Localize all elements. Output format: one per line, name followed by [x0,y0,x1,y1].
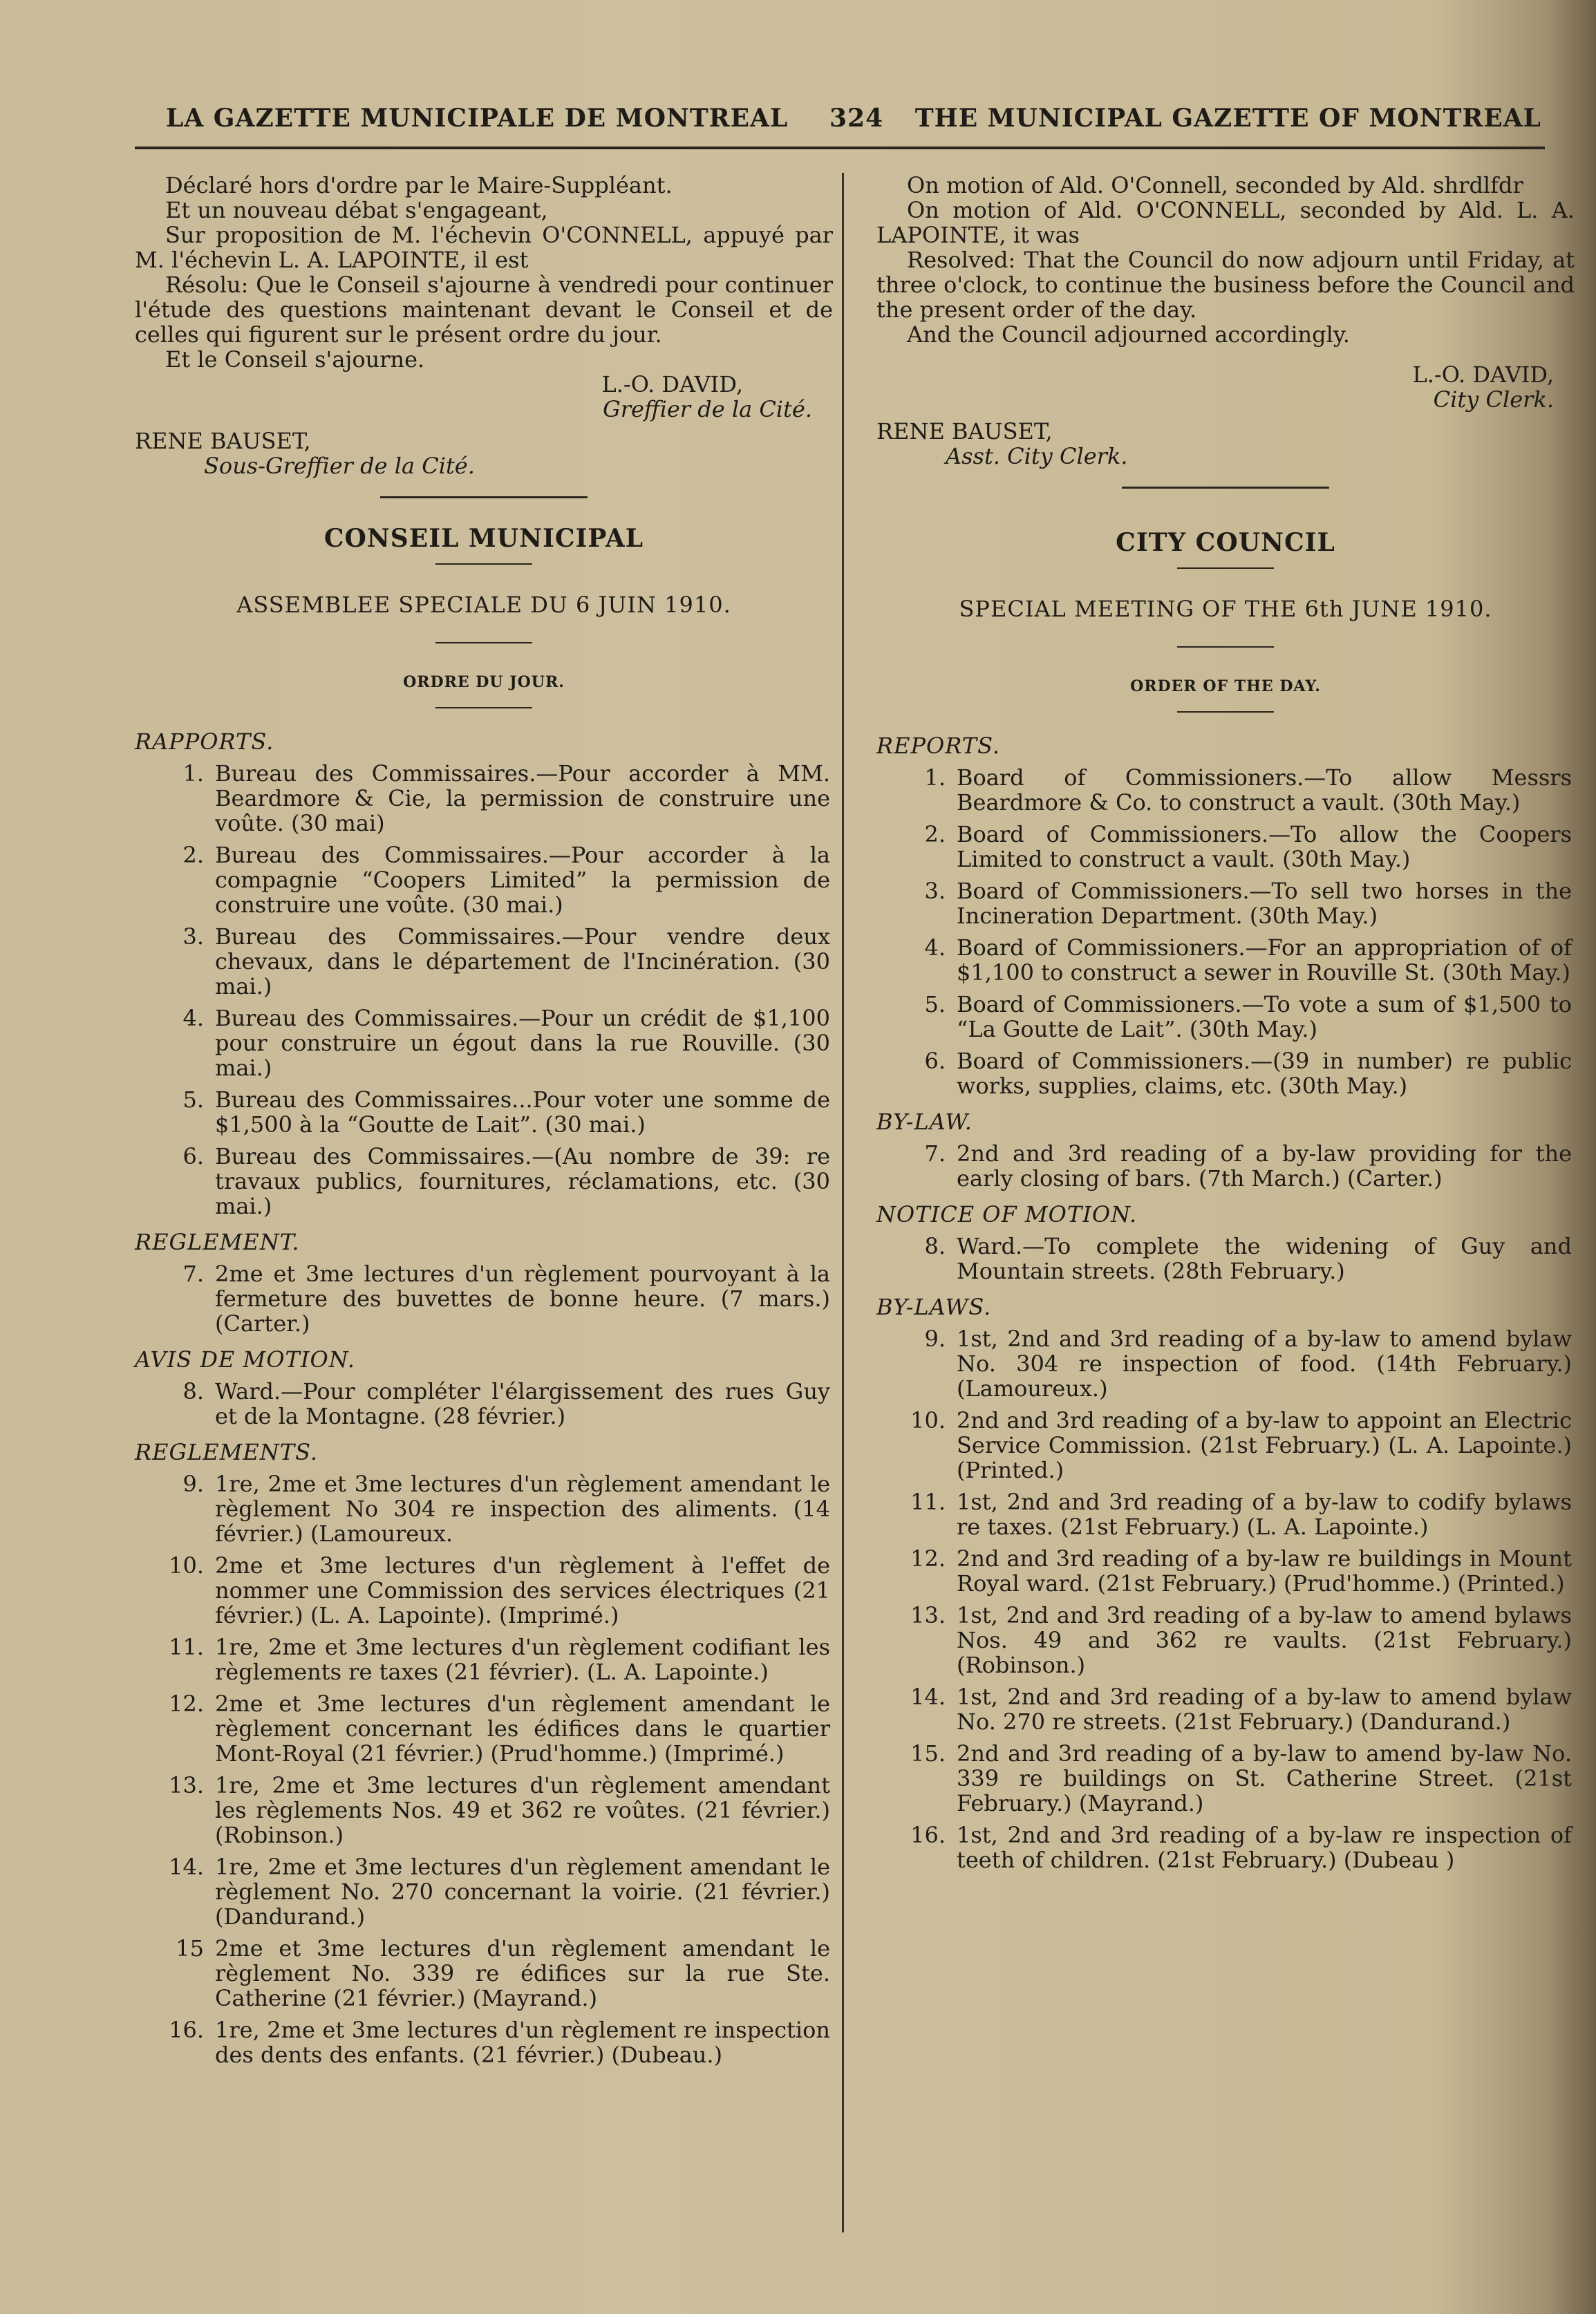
meeting-heading: ASSEMBLEE SPECIALE DU 6 JUIN 1910. [236,592,731,618]
intro-paragraph: Déclaré hors d'ordre par le Maire-Suppléant. [165,172,673,198]
item-number: 7. [924,1140,946,1167]
agenda-item [135,1379,833,1429]
meeting-rule [435,642,532,643]
item-number: 3. [182,923,204,950]
item-number: 9. [924,1326,946,1352]
section-divider [1122,487,1329,489]
meeting-rule [1177,646,1274,648]
item-number: 5. [924,991,946,1017]
agenda-item [135,2017,833,2067]
category-heading: AVIS DE MOTION. [135,1346,355,1373]
category-heading: BY-LAWS. [876,1294,992,1320]
item-text: 2nd and 3rd reading of a by-law providing for the early closing of bars. (7th March.) (Carter.) [957,1140,1572,1192]
item-text: Board of Commissioners.—To allow the Coopers Limited to construct a vault. (30th May.) [957,821,1572,872]
intro-paragraph: Et le Conseil s'ajourne. [165,346,425,373]
intro-paragraph: Resolved: That the Council do now adjourn until Friday, at three o'clock, to continue the business before the Council and the present order of the day. [876,247,1575,323]
item-text: 1re, 2me et 3me lectures d'un règlement amendant le règlement No 304 re inspection des aliments. (14 février.) (Lamoureux. [215,1471,830,1547]
agenda-item [876,1603,1575,1677]
item-text: Board of Commissioners.—To allow Messrs Beardmore & Co. to construct a vault. (30th May.) [957,764,1572,816]
agenda-item [876,822,1575,872]
item-number: 5. [182,1087,204,1113]
category-heading: REGLEMENTS. [135,1439,319,1465]
item-text: Ward.—Pour compléter l'élargissement des rues Guy et de la Montagne. (28 février.) [215,1378,830,1429]
category-heading: REPORTS. [876,733,1001,759]
item-number: 16. [910,1822,946,1848]
item-text: Board of Commissioners.—(39 in number) re public works, supplies, claims, etc. (30th May.) [957,1048,1572,1099]
section-divider [380,496,588,498]
item-number: 2. [182,842,204,868]
agenda-item [135,924,833,999]
intro-paragraph: Sur proposition de M. l'échevin O'CONNELL, appuyé par M. l'échevin L. A. LAPOINTE, il est [135,222,833,273]
assistant-clerk-title: Asst. City Clerk. [946,443,1128,469]
item-text: 1st, 2nd and 3rd reading of a by-law to codify bylaws re taxes. (21st February.) (L. A. Lapointe.) [957,1489,1572,1540]
assistant-clerk-name: RENE BAUSET, [135,428,311,454]
item-number: 10. [169,1552,204,1579]
item-text: 1st, 2nd and 3rd reading of a by-law re inspection of teeth of children. (21st February.) (Dubeau ) [957,1822,1572,1873]
item-number: 15 [176,1935,204,1962]
order-rule [1177,711,1274,713]
agenda-item [876,1141,1575,1191]
page-header [166,104,1541,145]
agenda-item [876,1234,1575,1283]
agenda-item [135,1006,833,1080]
item-text: 2me et 3me lectures d'un règlement pourvoyant à la fermeture des buvettes de bonne heure. (7 mars.) (Carter.) [215,1261,830,1337]
agenda-item [876,1684,1575,1734]
item-text: Bureau des Commissaires.—(Au nombre de 39: re travaux publics, fournitures, réclamations, etc. (30 mai.) [215,1143,830,1219]
item-text: 1st, 2nd and 3rd reading of a by-law to amend bylaws Nos. 49 and 362 re vaults. (21st February.) (Robinson.) [957,1602,1572,1678]
header-french-title: LA GAZETTE MUNICIPALE DE MONTREAL [166,104,789,133]
item-number: 11. [169,1634,204,1660]
intro-paragraph: On motion of Ald. O'CONNELL, seconded by Ald. L. A. LAPOINTE, it was [876,197,1575,248]
column-divider [842,173,844,2232]
item-text: Board of Commissioners.—To vote a sum of $1,500 to “La Goutte de Lait”. (30th May.) [957,991,1572,1042]
agenda-item [135,843,833,917]
item-text: Bureau des Commissaires.—Pour accorder à la compagnie “Coopers Limited” la permission de construire une voûte. (30 mai.) [215,842,830,918]
item-text: 1re, 2me et 3me lectures d'un règlement re inspection des dents des enfants. (21 février.) (Dubeau.) [215,2017,830,2068]
item-number: 13. [910,1602,946,1628]
order-heading: ORDER OF THE DAY. [1130,677,1321,695]
agenda-item [876,1546,1575,1596]
item-number: 7. [182,1261,204,1287]
item-number: 10. [910,1407,946,1433]
header-rule [135,147,1545,149]
item-number: 11. [910,1489,946,1515]
intro-paragraph: And the Council adjourned accordingly. [907,321,1350,348]
section-title: CONSEIL MUNICIPAL [323,524,644,553]
assistant-clerk-name: RENE BAUSET, [876,418,1053,444]
item-text: 1st, 2nd and 3rd reading of a by-law to amend bylaw No. 270 re streets. (21st February.) (Dandurand.) [957,1684,1572,1735]
item-number: 8. [182,1378,204,1404]
item-text: 2me et 3me lectures d'un règlement amendant le règlement No. 339 re édifices sur la rue Ste. Catherine (21 février.) (Mayrand.) [215,1935,830,2011]
clerk-name: L.-O. DAVID, [601,371,743,397]
meeting-heading: SPECIAL MEETING OF THE 6th JUNE 1910. [959,596,1492,622]
category-heading: RAPPORTS. [135,728,274,755]
item-text: Bureau des Commissaires.—Pour vendre deux chevaux, dans le département de l'Incinération. (30 mai.) [215,923,830,999]
agenda-item [135,1261,833,1336]
item-text: Board of Commissioners.—To sell two horses in the Incineration Department. (30th May.) [957,878,1572,929]
item-number: 15. [910,1740,946,1767]
intro-paragraph: On motion of Ald. O'Connell, seconded by Ald. shrdlfdr [907,172,1523,198]
section-title: CITY COUNCIL [1116,528,1335,557]
item-text: 1re, 2me et 3me lectures d'un règlement amendant le règlement No. 270 concernant la voirie. (21 février.) (Dandurand.) [215,1854,830,1930]
item-text: 2me et 3me lectures d'un règlement amendant le règlement concernant les édifices dans le quartier Mont-Royal (21 février.) (Prud'homme.) (Imprimé.) [215,1691,830,1767]
agenda-item [876,1823,1575,1872]
item-text: 1re, 2me et 3me lectures d'un règlement amendant les règlements Nos. 49 et 362 re voûtes. (21 février.) (Robinson.) [215,1772,830,1848]
order-rule [435,707,532,708]
agenda-item [135,761,833,836]
item-number: 14. [169,1854,204,1880]
intro-paragraph: Et un nouveau débat s'engageant, [165,197,548,223]
item-text: Bureau des Commissaires...Pour voter une somme de $1,500 à la “Goutte de Lait”. (30 mai.) [215,1087,830,1138]
agenda-item [876,935,1575,985]
agenda-item [135,1854,833,1929]
agenda-item [135,1773,833,1847]
item-text: Board of Commissioners.—For an appropriation of of $1,100 to construct a sewer in Rouville St. (30th May.) [957,934,1572,986]
agenda-item [135,1635,833,1684]
category-heading: BY-LAW. [876,1109,973,1135]
item-number: 6. [182,1143,204,1169]
order-heading: ORDRE DU JOUR. [403,673,565,691]
item-number: 1. [924,764,946,791]
category-heading: REGLEMENT. [135,1229,300,1255]
item-text: 2nd and 3rd reading of a by-law to appoint an Electric Service Commission. (21st February.) (L. A. Lapointe.) (Printed.) [957,1407,1572,1483]
item-text: Ward.—To complete the widening of Guy and Mountain streets. (28th February.) [957,1233,1572,1284]
item-text: 1re, 2me et 3me lectures d'un règlement codifiant les règlements re taxes (21 février). (L. A. Lapointe.) [215,1634,830,1685]
agenda-item [135,1553,833,1628]
clerk-title: City Clerk. [1433,386,1554,413]
item-number: 13. [169,1772,204,1798]
agenda-item [135,1691,833,1766]
agenda-item [876,765,1575,815]
item-number: 12. [169,1691,204,1717]
agenda-item [135,1087,833,1137]
item-text: Bureau des Commissaires.—Pour un crédit de $1,100 pour construire un égout dans la rue Rouville. (30 mai.) [215,1005,830,1081]
item-text: 2me et 3me lectures d'un règlement à l'effet de nommer une Commission des services électriques (21 février.) (L. A. Lapointe). (Imprimé.) [215,1552,830,1628]
agenda-item [876,1048,1575,1098]
english-column [876,173,1575,1879]
page-number: 324 [829,104,884,133]
agenda-item [876,878,1575,928]
item-text: 2nd and 3rd reading of a by-law to amend by-law No. 339 re buildings on St. Catherine Street. (21st February.) (Mayrand.) [957,1740,1572,1816]
item-number: 3. [924,878,946,904]
intro-paragraph: Résolu: Que le Conseil s'ajourne à vendredi pour continuer l'étude des questions maintenant devant le Conseil et de celles qui figurent sur le présent ordre du jour. [135,272,833,348]
title-rule [1177,567,1274,569]
agenda-item [876,1489,1575,1539]
item-number: 4. [924,934,946,961]
item-number: 16. [169,2017,204,2043]
item-number: 9. [182,1471,204,1497]
assistant-clerk-title: Sous-Greffier de la Cité. [204,453,475,479]
item-text: 2nd and 3rd reading of a by-law re buildings in Mount Royal ward. (21st February.) (Prud'homme.) (Printed.) [957,1545,1572,1597]
item-number: 14. [910,1684,946,1710]
item-text: 1st, 2nd and 3rd reading of a by-law to amend bylaw No. 304 re inspection of food. (14th February.) (Lamoureux.) [957,1326,1572,1402]
title-rule [435,563,532,565]
agenda-item [876,1408,1575,1483]
agenda-item [876,992,1575,1042]
agenda-item [135,1936,833,2011]
category-heading: NOTICE OF MOTION. [876,1201,1138,1227]
french-column [135,173,833,2074]
agenda-item [135,1144,833,1219]
item-number: 6. [924,1048,946,1074]
agenda-item [135,1471,833,1546]
clerk-name: L.-O. DAVID, [1412,361,1554,388]
item-number: 8. [924,1233,946,1259]
item-number: 12. [910,1545,946,1572]
header-english-title: THE MUNICIPAL GAZETTE OF MONTREAL [914,104,1541,133]
agenda-item [876,1326,1575,1401]
agenda-item [876,1741,1575,1816]
item-number: 2. [924,821,946,847]
clerk-title: Greffier de la Cité. [603,396,812,422]
item-number: 4. [182,1005,204,1031]
item-text: Bureau des Commissaires.—Pour accorder à MM. Beardmore & Cie, la permission de construire une voûte. (30 mai) [215,760,830,836]
item-number: 1. [182,760,204,787]
